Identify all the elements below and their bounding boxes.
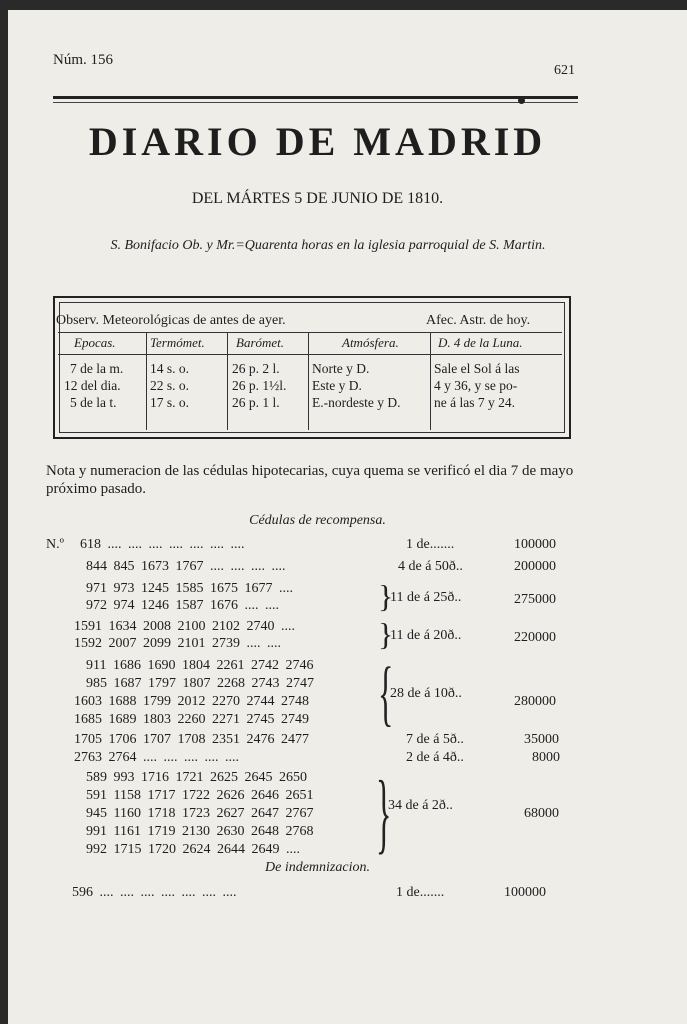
row-total: 200000 bbox=[514, 559, 556, 574]
col-header-epocas: Epocas. bbox=[74, 335, 116, 350]
row-total: 8000 bbox=[532, 750, 560, 765]
rule-ornament bbox=[518, 97, 525, 104]
row-numbers: 945 1160 1718 1723 2627 2647 2767 bbox=[86, 806, 314, 821]
row-numbers: 985 1687 1797 1807 2268 2743 2747 bbox=[86, 676, 314, 691]
row-numbers: 1591 1634 2008 2100 2102 2740 .... bbox=[74, 619, 295, 634]
page-number: 621 bbox=[554, 63, 575, 78]
group-brace: } bbox=[376, 761, 392, 863]
header-rule-thin bbox=[53, 102, 578, 103]
row-numbers: 971 973 1245 1585 1675 1677 .... bbox=[86, 581, 293, 596]
row-numbers: 2763 2764 .... .... .... .... .... bbox=[74, 750, 239, 765]
row-numbers: 992 1715 1720 2624 2644 2649 .... bbox=[86, 842, 300, 857]
met-barometro: 26 p. 2 l. bbox=[232, 361, 280, 376]
row-total: 100000 bbox=[504, 885, 546, 900]
group-brace: { bbox=[378, 650, 394, 734]
col-header-barometro: Barómet. bbox=[236, 335, 285, 350]
row-numbers: 911 1686 1690 1804 2261 2742 2746 bbox=[86, 658, 314, 673]
row-label: N.º bbox=[46, 537, 64, 552]
row-numbers: 1685 1689 1803 2260 2271 2745 2749 bbox=[74, 712, 309, 727]
met-epoca: 12 del dia. bbox=[64, 378, 121, 393]
group-amount: 34 de á 2ð.. bbox=[388, 798, 453, 813]
row-total: 220000 bbox=[514, 630, 556, 645]
row-amount: 4 de á 50ð.. bbox=[398, 559, 463, 574]
cedula-row bbox=[46, 750, 586, 771]
row-numbers: 589 993 1716 1721 2625 2645 2650 bbox=[86, 770, 307, 785]
cedula-row bbox=[46, 537, 586, 558]
row-amount: 7 de á 5ð.. bbox=[406, 732, 464, 747]
row-amount: 1 de....... bbox=[406, 537, 455, 552]
met-epoca: 7 de la m. bbox=[70, 361, 124, 376]
saints-line: S. Bonifacio Ob. y Mr.=Quarenta horas en la iglesia parroquial de S. Martin. bbox=[110, 238, 546, 253]
astro-line: 4 y 36, y se po- bbox=[434, 378, 518, 393]
cedula-row bbox=[46, 712, 586, 733]
row-numbers: 1603 1688 1799 2012 2270 2744 2748 bbox=[74, 694, 309, 709]
nota-paragraph: Nota y numeracion de las cédulas hipotecarias, cuya quema se verificó el dia 7 de mayo próximo pasado. bbox=[46, 463, 574, 497]
row-total: 35000 bbox=[524, 732, 559, 747]
met-barometro: 26 p. 1½l. bbox=[232, 378, 287, 393]
meteorology-title: Observ. Meteorológicas de antes de ayer. bbox=[56, 313, 286, 328]
met-atmosfera: Este y D. bbox=[312, 378, 362, 393]
table-column-line bbox=[146, 332, 147, 430]
row-numbers: 591 1158 1717 1722 2626 2646 2651 bbox=[86, 788, 314, 803]
row-total: 68000 bbox=[524, 806, 559, 821]
header-rule bbox=[53, 96, 578, 99]
issue-number: Núm. 156 bbox=[53, 52, 113, 68]
met-epoca: 5 de la t. bbox=[70, 395, 117, 410]
table-divider bbox=[58, 354, 562, 355]
row-numbers: 991 1161 1719 2130 2630 2648 2768 bbox=[86, 824, 314, 839]
row-amount: 1 de....... bbox=[396, 885, 445, 900]
table-divider bbox=[58, 332, 562, 333]
table-column-line bbox=[308, 332, 309, 430]
row-numbers: 844 845 1673 1767 .... .... .... .... bbox=[86, 559, 286, 574]
table-column-line bbox=[430, 332, 431, 430]
astro-line: Sale el Sol á las bbox=[434, 361, 520, 376]
met-termometro: 22 s. o. bbox=[150, 378, 190, 393]
astronomy-title: Afec. Astr. de hoy. bbox=[426, 313, 531, 328]
row-numbers: 1705 1706 1707 1708 2351 2476 2477 bbox=[74, 732, 309, 747]
cedula-row bbox=[46, 559, 586, 580]
masthead-title: DIARIO DE MADRID bbox=[88, 119, 547, 164]
row-numbers: 618 .... .... .... .... .... .... .... bbox=[80, 537, 245, 552]
table-column-line bbox=[227, 332, 228, 430]
col-header-atmosfera: Atmósfera. bbox=[342, 335, 399, 350]
col-header-luna: D. 4 de la Luna. bbox=[438, 335, 523, 350]
group-brace: } bbox=[378, 578, 394, 614]
astro-line: ne á las 7 y 24. bbox=[434, 395, 515, 410]
indemnizacion-row bbox=[46, 885, 586, 906]
row-total: 275000 bbox=[514, 592, 556, 607]
group-brace: } bbox=[378, 616, 394, 652]
row-total: 280000 bbox=[514, 694, 556, 709]
section-recompensa: Cédulas de recompensa. bbox=[249, 513, 386, 528]
met-barometro: 26 p. 1 l. bbox=[232, 395, 280, 410]
group-amount: 11 de á 20ð.. bbox=[390, 628, 462, 643]
section-indemnizacion: De indemnizacion. bbox=[265, 860, 370, 875]
met-termometro: 14 s. o. bbox=[150, 361, 190, 376]
group-amount: 28 de á 10ð.. bbox=[390, 686, 462, 701]
row-amount: 2 de á 4ð.. bbox=[406, 750, 464, 765]
row-numbers: 1592 2007 2099 2101 2739 .... .... bbox=[74, 636, 281, 651]
col-header-termometro: Termómet. bbox=[150, 335, 205, 350]
met-termometro: 17 s. o. bbox=[150, 395, 190, 410]
newspaper-page bbox=[8, 10, 687, 1024]
row-numbers: 596 .... .... .... .... .... .... .... bbox=[72, 885, 237, 900]
date-line: DEL MÁRTES 5 DE JUNIO DE 1810. bbox=[191, 190, 444, 207]
row-total: 100000 bbox=[514, 537, 556, 552]
group-amount: 11 de á 25ð.. bbox=[390, 590, 462, 605]
met-atmosfera: E.-nordeste y D. bbox=[312, 395, 401, 410]
met-atmosfera: Norte y D. bbox=[312, 361, 370, 376]
row-numbers: 972 974 1246 1587 1676 .... .... bbox=[86, 598, 279, 613]
